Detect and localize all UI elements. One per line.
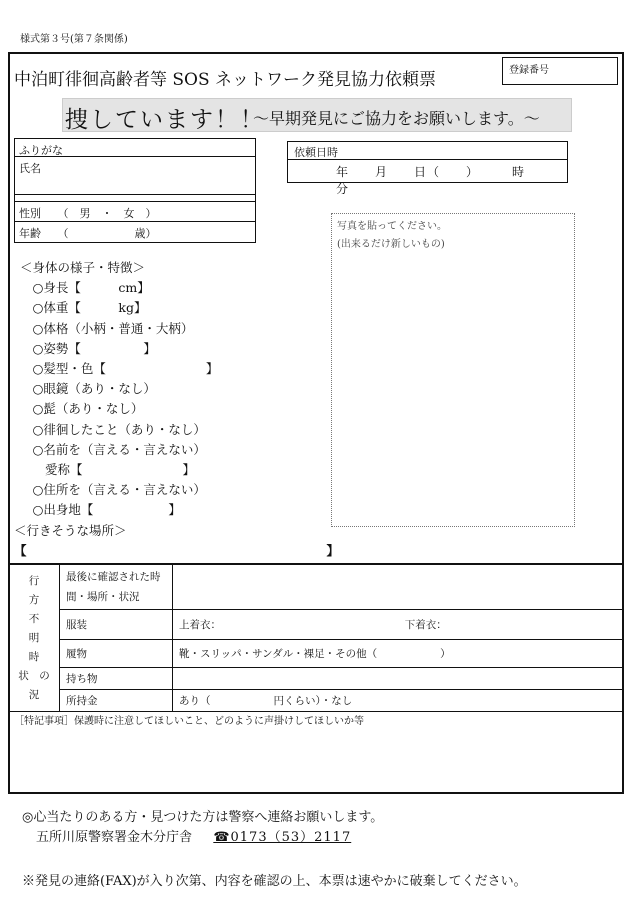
likely-places [14, 521, 339, 561]
headline-main: 捜しています！！ [65, 107, 265, 133]
furigana-label: ふりがな [19, 144, 63, 157]
feature-height[interactable]: ○身長【 cm】 [20, 280, 150, 296]
disposal-notice: ※発見の連絡(FAX)が入り次第、内容を確認の上、本票は速やかに破棄してください。 [22, 874, 527, 889]
feature-wandering[interactable]: ○徘徊したこと（あり・なし） [20, 421, 206, 437]
missing-status-section [8, 563, 624, 712]
photo-area[interactable] [331, 213, 575, 527]
physical-features-list [20, 258, 218, 521]
contact-details [36, 826, 351, 845]
contact-instruction: ◎心当たりのある方・見つけた方は警察へ連絡お願いします。 [22, 810, 384, 825]
registration-number-label: 登録番号 [509, 65, 549, 76]
clothing-value[interactable]: 上着衣： 下着衣： [173, 610, 624, 640]
feature-glasses[interactable]: ○眼鏡（あり・なし） [20, 381, 156, 397]
special-notes-label: ［特記事項］保護時に注意してほしいこと、どのように声掛けしてほしいか等 [14, 716, 364, 727]
feature-beard[interactable]: ○髭（あり・なし） [20, 401, 144, 417]
missing-status-table [8, 564, 624, 712]
age-field[interactable] [15, 222, 255, 242]
form-number: 様式第３号(第７条関係) [20, 34, 128, 45]
gender-label: 性別 （ 男 ・ 女 ） [19, 207, 157, 220]
gender-field[interactable] [15, 202, 255, 222]
table-row [9, 565, 624, 610]
money-value[interactable]: あり（ 円くらい）・なし [173, 690, 624, 712]
info-spacer [15, 195, 255, 202]
age-label: 年齢 （ 歳） [19, 227, 157, 240]
special-notes[interactable] [8, 709, 624, 794]
request-datetime-label: 依頼日時 [288, 142, 567, 160]
photo-instruction: 写真を貼ってください。 [337, 221, 447, 232]
feature-address[interactable]: ○住所を（言える・言えない） [20, 482, 206, 498]
belongings-value[interactable] [173, 668, 624, 690]
form-title: 中泊町徘徊高齢者等 SOS ネットワーク発見協力依頼票 [14, 70, 437, 90]
feature-name[interactable]: ○名前を（言える・言えない） [20, 441, 206, 457]
name-label: 氏名 [19, 162, 41, 175]
headline-banner [62, 98, 572, 132]
headline-sub: 〜早期発見にご協力をお願いします。〜 [253, 109, 540, 128]
feature-birthplace[interactable]: ○出身地【 】 [20, 502, 181, 518]
furigana-field[interactable] [15, 139, 255, 157]
features-heading: ＜身体の様子・特徴＞ [20, 260, 146, 275]
name-field[interactable] [15, 157, 255, 195]
request-datetime-value: 年 月 日（ ） 時 分 [336, 165, 565, 196]
last-seen-value[interactable] [173, 565, 624, 610]
feature-nickname[interactable]: 愛称【 】 [20, 462, 196, 478]
feature-hair[interactable]: ○髪型・色【 】 [20, 361, 219, 377]
clothing-label: 服装 [60, 610, 173, 640]
photo-note: (出来るだけ新しいもの) [337, 239, 445, 250]
table-row [9, 640, 624, 668]
phone-number[interactable]: ☎0173（53）2117 [213, 830, 352, 845]
registration-number-box[interactable] [502, 57, 618, 85]
feature-weight[interactable]: ○体重【 kg】 [20, 300, 147, 316]
feature-build[interactable]: ○体格（小柄・普通・大柄） [20, 320, 194, 336]
places-heading: ＜行きそうな場所＞ [14, 523, 127, 538]
last-seen-label: 最後に確認された時間・場所・状況 [60, 565, 173, 610]
police-office: 五所川原警察署金木分庁舎 [36, 830, 193, 845]
table-row [9, 668, 624, 690]
places-field[interactable]: 【 】 [14, 543, 340, 558]
person-info-box [14, 138, 256, 243]
feature-posture[interactable]: ○姿勢【 】 [20, 340, 156, 356]
footwear-label: 履物 [60, 640, 173, 668]
belongings-label: 持ち物 [60, 668, 173, 690]
footwear-value[interactable]: 靴・スリッパ・サンダル・裸足・その他（ ） [173, 640, 624, 668]
table-row [9, 610, 624, 640]
status-vertical-label: 行 方 不 明 時 状 の 況 [9, 565, 60, 712]
money-label: 所持金 [60, 690, 173, 712]
request-datetime-box[interactable] [287, 141, 568, 196]
